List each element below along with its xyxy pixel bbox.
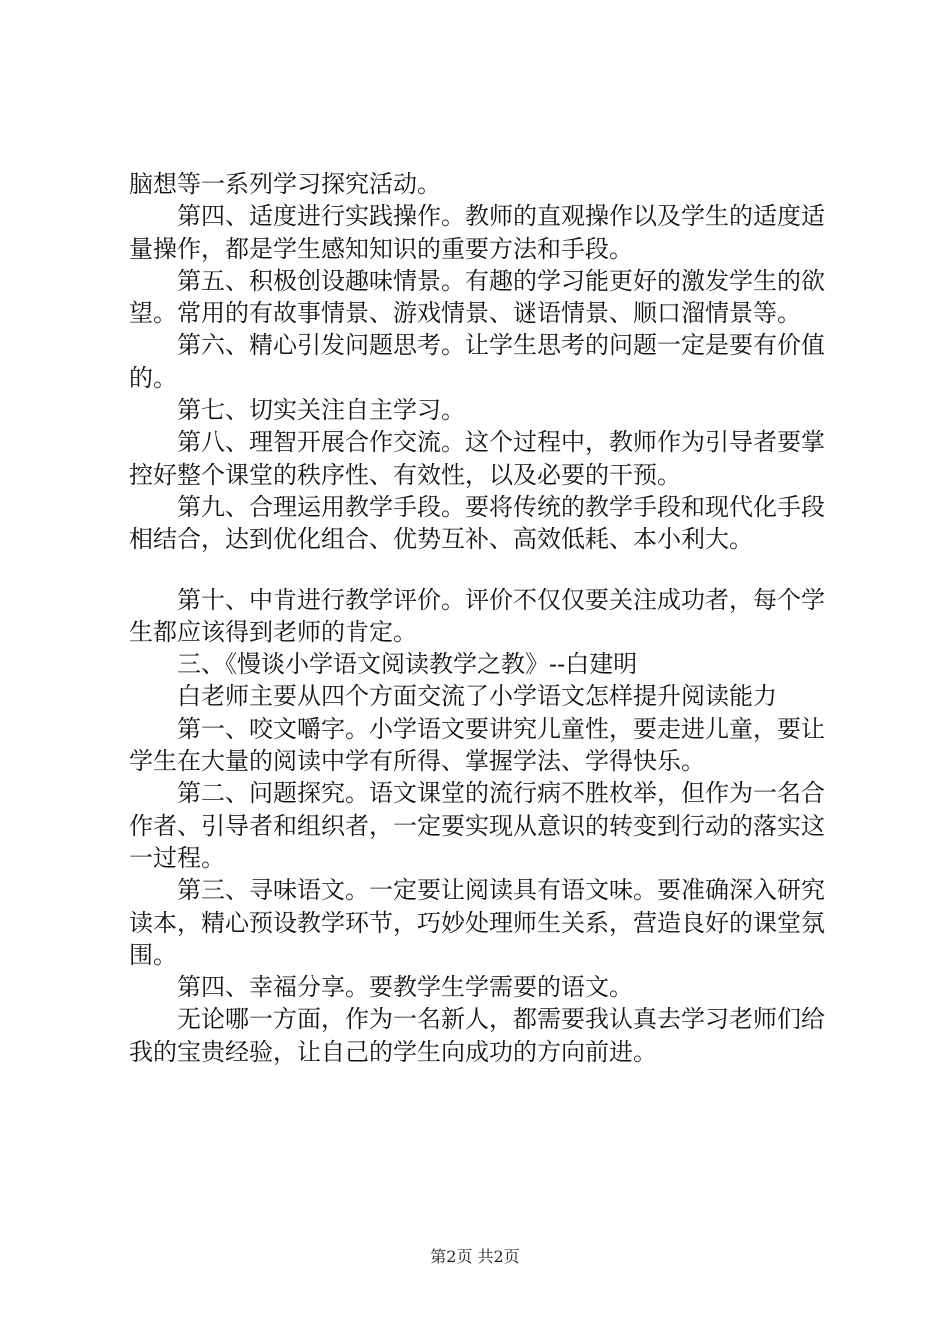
paragraph-point-4: 第四、适度进行实践操作。教师的直观操作以及学生的适度适量操作，都是学生感知知识的重要方法和手段。 — [129, 202, 825, 263]
section-heading-3: 三、《慢谈小学语文阅读教学之教》--白建明 — [129, 650, 638, 679]
paragraph-point-6: 第六、精心引发问题思考。让学生思考的问题一定是要有价值的。 — [129, 331, 825, 392]
document-body — [129, 168, 841, 1068]
paragraph-point-9: 第九、合理运用教学手段。要将传统的教学手段和现代化手段相结合，达到优化组合、优势互补、高效低耗、本小利大。 — [129, 492, 825, 554]
paragraph-reading-4: 第四、幸福分享。要教学生学需要的语文。 — [129, 973, 633, 1002]
page-number-footer: 第2页 共2页 — [430, 1247, 520, 1266]
paragraph-conclusion: 无论哪一方面，作为一名新人，都需要我认真去学习老师们给我的宝贵经验，让自己的学生向成功的方向前进。 — [129, 1005, 825, 1066]
paragraph-point-5: 第五、积极创设趣味情景。有趣的学习能更好的激发学生的欲望。常用的有故事情景、游戏情景、谜语情景、顺口溜情景等。 — [129, 266, 825, 328]
paragraph-intro: 白老师主要从四个方面交流了小学语文怎样提升阅读能力 — [129, 682, 777, 711]
paragraph-reading-1: 第一、咬文嚼字。小学语文要讲究儿童性，要走进儿童，要让学生在大量的阅读中学有所得、掌握学法、学得快乐。 — [129, 714, 825, 776]
paragraph-reading-2: 第二、问题探究。语文课堂的流行病不胜枚举，但作为一名合作者、引导者和组织者，一定要实现从意识的转变到行动的落实这一过程。 — [129, 779, 825, 872]
paragraph-point-10: 第十、中肯进行教学评价。评价不仅仅要关注成功者，每个学生都应该得到老师的肯定。 — [129, 585, 825, 646]
paragraph-point-7: 第七、切实关注自主学习。 — [129, 396, 465, 425]
paragraph-reading-3: 第三、寻味语文。一定要让阅读具有语文味。要准确深入研究读本，精心预设教学环节，巧妙处理师生关系，营造良好的课堂氛围。 — [129, 876, 825, 969]
paragraph-continuation: 脑想等一系列学习探究活动。 — [129, 170, 441, 198]
paragraph-point-8: 第八、理智开展合作交流。这个过程中，教师作为引导者要掌控好整个课堂的秩序性、有效性，以及必要的干预。 — [129, 428, 825, 489]
